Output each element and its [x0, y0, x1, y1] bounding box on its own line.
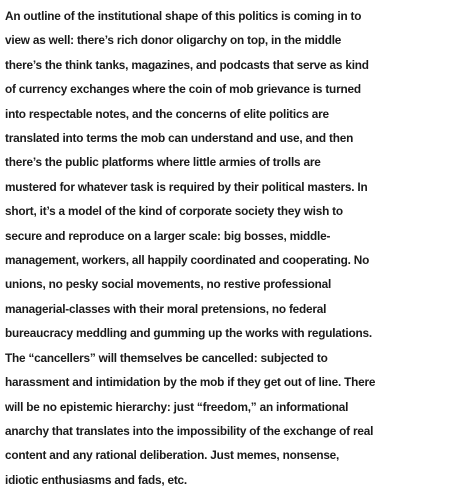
paragraph-line: short, it’s a model of the kind of corporate society they wish to [5, 204, 343, 219]
paragraph-line: mustered for whatever task is required by their political masters. In [5, 179, 368, 194]
paragraph-line: anarchy that translates into the impossibility of the exchange of real [5, 423, 374, 438]
paragraph-line: secure and reproduce on a larger scale: big bosses, middle- [5, 228, 331, 243]
paragraph-line: will be no epistemic hierarchy: just “freedom,” an informational [5, 399, 349, 414]
paragraph-line: there’s the think tanks, magazines, and podcasts that serve as kind [5, 57, 369, 72]
paragraph-line: bureaucracy meddling and gumming up the works with regulations. [5, 326, 372, 341]
body-paragraph [5, 4, 465, 492]
paragraph-line: management, workers, all happily coordinated and cooperating. No [5, 253, 370, 268]
paragraph-line: content and any rational deliberation. Just memes, nonsense, [5, 448, 340, 463]
paragraph-line: harassment and intimidation by the mob if they get out of line. There [5, 375, 376, 390]
paragraph-line: view as well: there’s rich donor oligarchy on top, in the middle [5, 33, 342, 48]
paragraph-line: unions, no pesky social movements, no restive professional [5, 277, 332, 292]
paragraph-line: translated into terms the mob can understand and use, and then [5, 131, 354, 146]
paragraph-line: managerial-classes with their moral pretensions, no federal [5, 301, 327, 316]
paragraph-line: An outline of the institutional shape of this politics is coming in to [5, 9, 362, 23]
paragraph-line: into respectable notes, and the concerns of elite politics are [5, 106, 329, 121]
paragraph-line: there’s the public platforms where little armies of trolls are [5, 155, 321, 170]
paragraph-line: idiotic enthusiasms and fads, etc. [5, 472, 187, 487]
paragraph-line: The “cancellers” will themselves be cancelled: subjected to [5, 350, 328, 365]
paragraph-line: of currency exchanges where the coin of mob grievance is turned [5, 82, 361, 97]
